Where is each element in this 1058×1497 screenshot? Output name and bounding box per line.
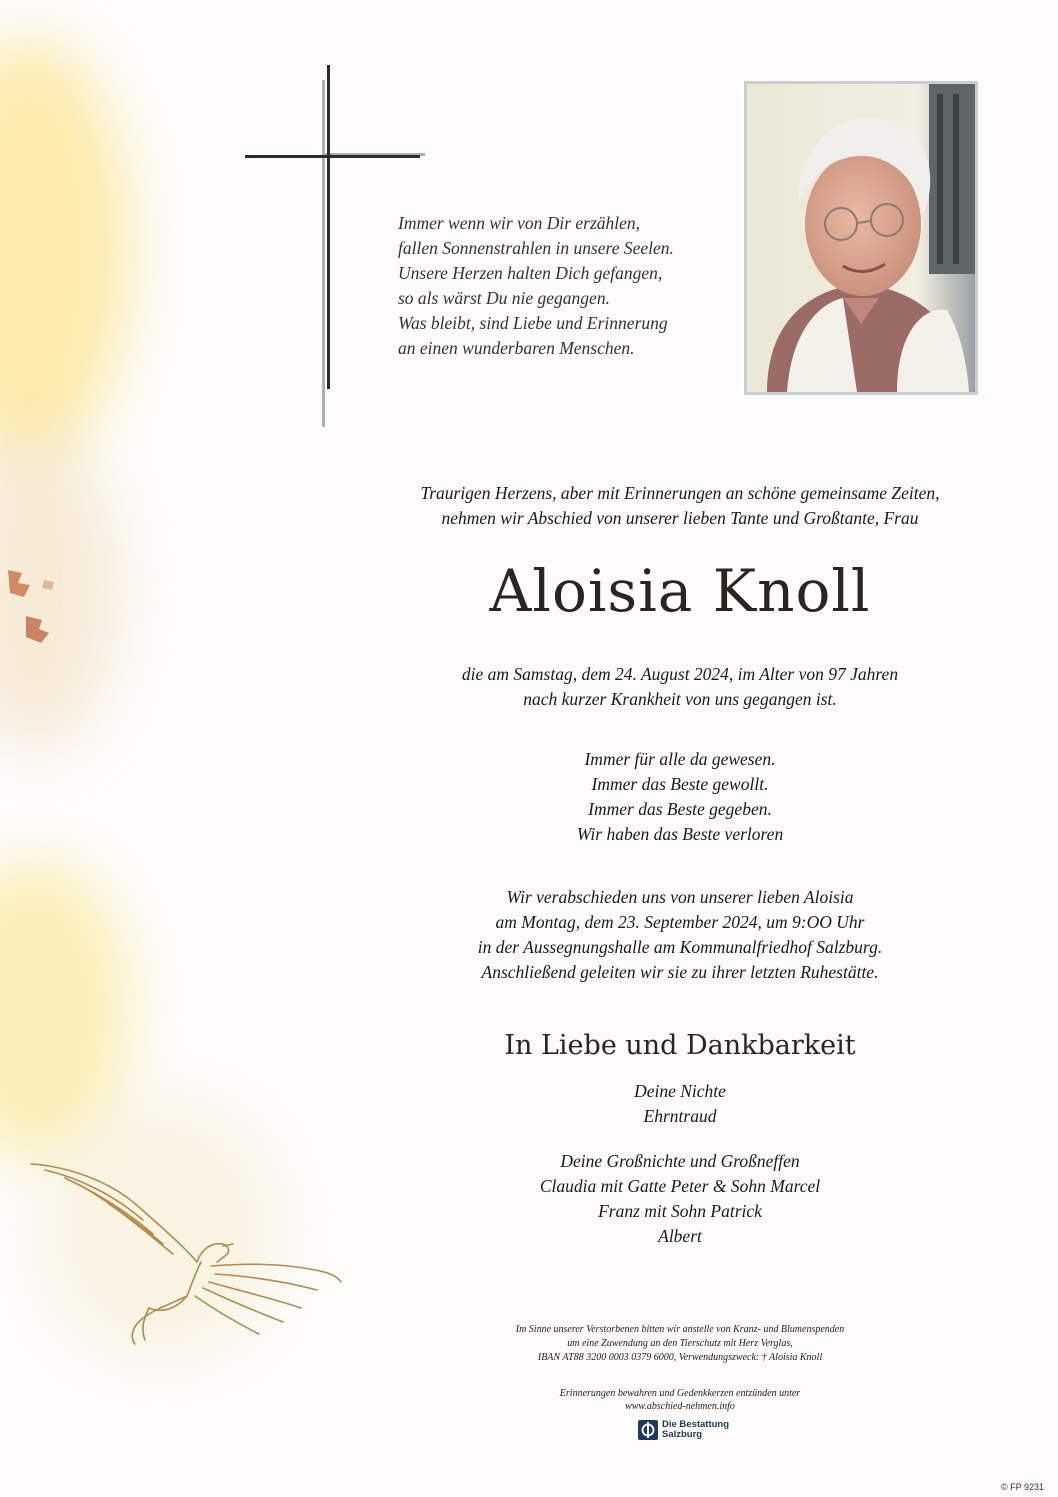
note-line: Im Sinne unserer Verstorbenen bitten wir anstelle von Kranz- und Blumenspenden [515,1324,845,1335]
intro-line: Traurigen Herzens, aber mit Erinnerungen an schöne gemeinsame Zeiten, [420,483,940,503]
bestattung-logo [638,1418,729,1442]
mourner-line: Ehrntraud [643,1106,717,1126]
bestattung-logo-icon [638,1420,658,1440]
website-link[interactable]: www.abschied-nehmen.info [625,1401,735,1412]
verse-line: so als wärst Du nie gegangen. [398,288,610,308]
verse-line: an einen wunderbaren Menschen. [398,338,635,358]
intro-text [340,481,1020,531]
dove-icon [25,1158,345,1348]
funeral-details [340,885,1020,985]
deceased-name: Aloisia Knoll [489,557,871,625]
mourner-line: Franz mit Sohn Patrick [598,1201,762,1221]
death-line: nach kurzer Krankheit von uns gegangen ist. [523,689,837,709]
mourner-line: Albert [658,1226,702,1246]
donation-note [430,1323,930,1365]
motto-line: Wir haben das Beste verloren [576,824,784,844]
mourner-line: Claudia mit Gatte Peter & Sohn Marcel [539,1176,821,1196]
note-line: um eine Zuwendung an den Tierschutz mit Herz Verglas, [567,1338,793,1349]
funeral-line: Anschließend geleiten wir sie zu ihrer letzten Ruhestätte. [481,962,879,982]
motto-line: Immer das Beste gegeben. [588,799,772,819]
death-notice [340,662,1020,712]
logo-line: Die Bestattung [662,1419,730,1430]
mourners-list [340,1079,1020,1249]
note-line: Erinnerungen bewahren und Gedenkkerzen entzünden unter [559,1388,801,1399]
motto-line: Immer das Beste gewollt. [591,774,769,794]
intro-line: nehmen wir Abschied von unserer lieben Tante und Großtante, Frau [441,508,919,528]
mourner-line: Deine Großnichte und Großneffen [560,1151,800,1171]
portrait-photo [747,84,975,392]
motto-line: Immer für alle da gewesen. [584,749,776,769]
verse-line: Immer wenn wir von Dir erzählen, [398,213,641,233]
closing-heading: In Liebe und Dankbarkeit [504,1030,856,1061]
memorial-verse [398,211,738,361]
mourner-line: Deine Nichte [634,1081,726,1101]
watercolor-wash [0,40,130,460]
print-code: © FP 9231 [1001,1482,1044,1492]
verse-line: Was bleibt, sind Liebe und Erinnerung [398,313,668,333]
funeral-line: in der Aussegnungshalle am Kommunalfriedhof Salzburg. [477,937,883,957]
watercolor-wash [0,860,130,1160]
funeral-line: Wir verabschieden uns von unserer lieben Aloisia [506,887,854,907]
death-line: die am Samstag, dem 24. August 2024, im Alter von 97 Jahren [461,664,899,684]
paint-splash-decoration [0,560,70,650]
portrait-frame [744,81,978,395]
memorial-website-note [430,1387,930,1413]
logo-text [662,1420,729,1440]
motto [340,747,1020,847]
note-line: IBAN AT88 3200 0003 0379 6000, Verwendungszweck: † Aloisia Knoll [537,1352,823,1363]
logo-line: Salzburg [662,1429,703,1440]
verse-line: Unsere Herzen halten Dich gefangen, [398,263,663,283]
funeral-line: am Montag, dem 23. September 2024, um 9:OO Uhr [495,912,865,932]
verse-line: fallen Sonnenstrahlen in unsere Seelen. [398,238,674,258]
